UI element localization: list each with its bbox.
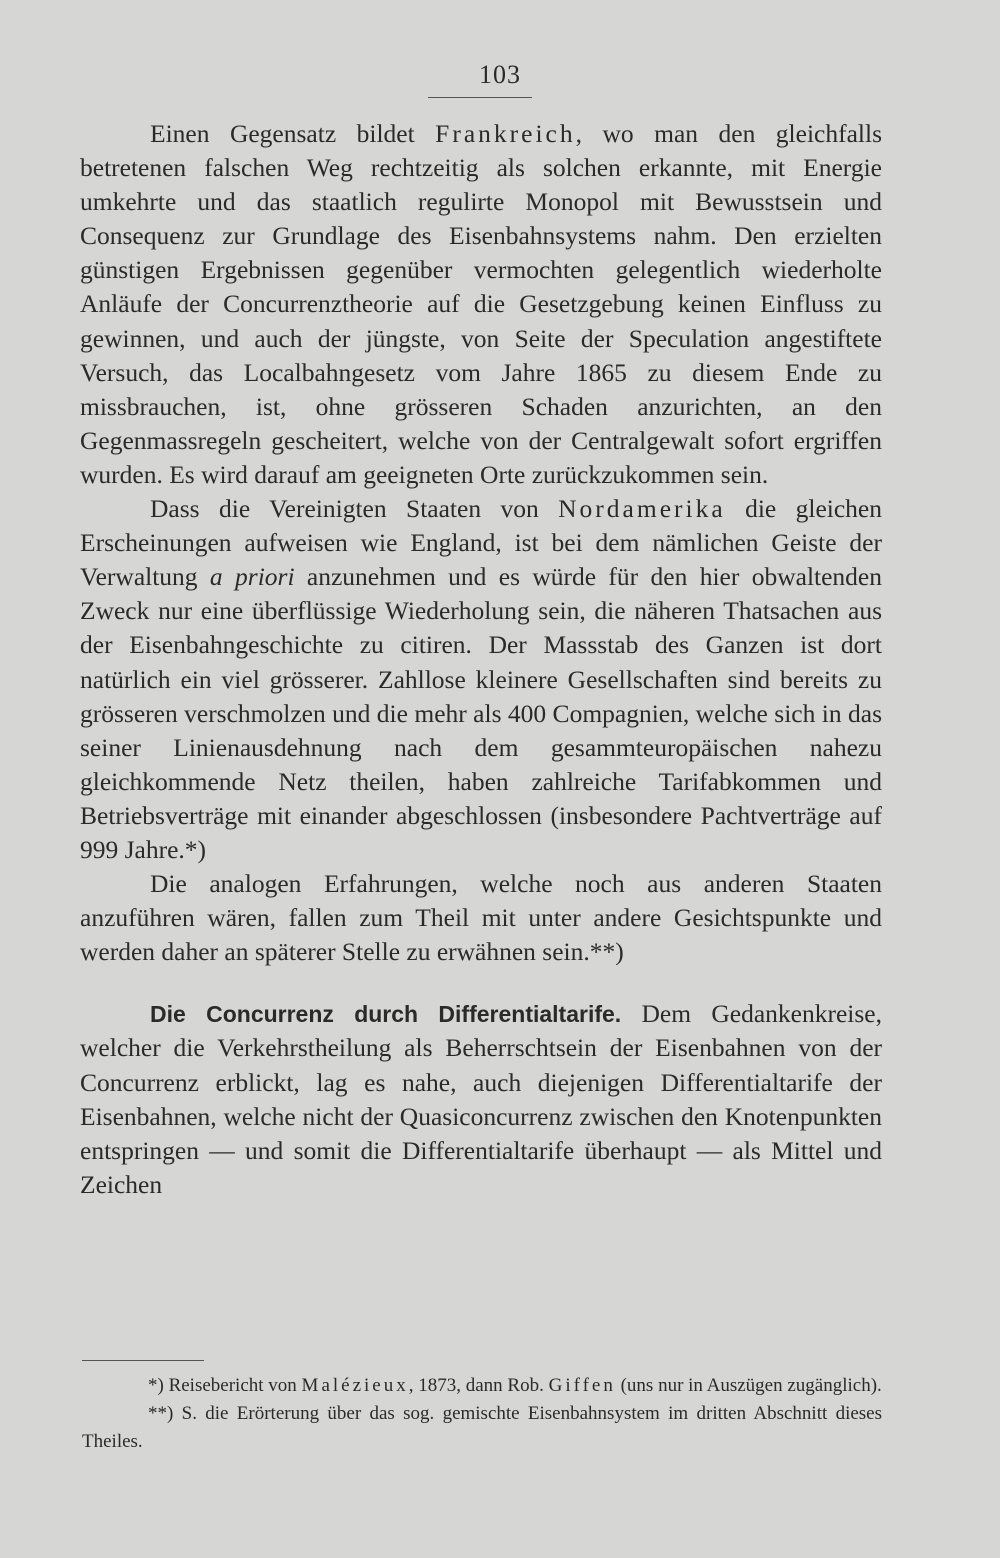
page-number: 103 <box>479 60 521 89</box>
footnote-1 <box>82 1372 882 1400</box>
footnote-rule <box>82 1360 204 1361</box>
header-rule <box>428 97 532 98</box>
footnote1-after: (uns nur in Auszügen zugänglich). <box>615 1375 882 1396</box>
footnote1-middle: , 1873, dann Rob. <box>408 1375 549 1396</box>
paragraph-frankreich <box>80 117 882 492</box>
paragraph2-middle: die gleichen Erscheinungen aufweisen wie England, ist bei dem nämlichen Geiste der Verwaltung <box>80 494 883 592</box>
body-text <box>80 117 882 1202</box>
spaced-nordamerika: Nordamerika <box>558 494 726 524</box>
paragraph-differentialtarife <box>80 997 882 1202</box>
section-heading: Die Concurrenz durch Differentialtarife. <box>150 1001 622 1028</box>
spaced-malezieux: Malézieux <box>301 1375 409 1396</box>
paragraph1-before: Einen Gegensatz bildet <box>150 119 436 148</box>
paragraph1-after: , wo man den gleichfalls betretenen falschen Weg rechtzeitig als solchen erkannte, mit Energie umkehrte und das staatlich regulirte Monopol mit Bewusstsein und Consequenz zur Grundlage des Eisenbahnsystems nahm. Den erzielten günstigen Ergebnissen gegenüber vermochten gelegentlich wiederholte Anläufe der Concurrenztheorie auf die Gesetzgebung keinen Einfluss zu gewinnen, und auch der jüngste, von Seite der Speculation angestiftete Versuch, das Localbahngesetz vom Jahre 1865 zu diesem Ende zu missbrauchen, ist, ohne grösseren Schaden anzurichten, an den Gegenmassregeln gescheitert, welche von der Centralgewalt sofort ergriffen wurden. Es wird darauf am geeigneten Orte zurückzukommen sein. <box>80 119 882 489</box>
footnote1-before: *) Reisebericht von <box>148 1375 302 1396</box>
footnote-2: **) S. die Erörterung über das sog. gemischte Eisenbahnsystem im dritten Abschnitt dieses Theiles. <box>82 1403 882 1452</box>
paragraph2-after: anzunehmen und es würde für den hier obwaltenden Zweck nur eine überflüssige Wiederholung sein, die näheren Thatsachen aus der Eisenbahngeschichte zu citiren. Der Massstab des Ganzen ist dort natürlich ein viel grösserer. Zahllose kleinere Gesellschaften sind bereits zu grösseren verschmolzen und die mehr als 400 Compagnien, welche sich in das seiner Linienausdehnung nach dem gesammteuropäischen nahezu gleichkommende Netz theilen, haben zahlreiche Tarifabkommen und Betriebsverträge mit einander abgeschlossen (insbesondere Pachtverträge auf 999 Jahre.*) <box>80 562 882 864</box>
section-text: Dem Gedankenkreise, welcher die Verkehrstheilung als Beherrschtsein der Eisenbahnen von der Concurrenz erblickt, lag es nahe, auch diejenigen Differentialtarife der Eisenbahnen, welche nicht der Quasiconcurrenz zwischen den Knotenpunkten entspringen — und somit die Differentialtarife überhaupt — als Mittel und Zeichen <box>80 999 882 1199</box>
spaced-frankreich: Frankreich <box>435 119 576 148</box>
spaced-giffen: Giffen <box>548 1375 616 1396</box>
paragraph-nordamerika <box>80 492 882 867</box>
italic-a-priori: a priori <box>209 562 295 592</box>
paragraph-analogen: Die analogen Erfahrungen, welche noch aus anderen Staaten anzuführen wären, fallen zum Theil mit unter andere Gesichtspunkte und werden daher an späterer Stelle zu erwähnen sein.**) <box>80 869 882 967</box>
paragraph2-before: Dass die Vereinigten Staaten von <box>150 494 559 524</box>
footnotes <box>82 1372 882 1456</box>
